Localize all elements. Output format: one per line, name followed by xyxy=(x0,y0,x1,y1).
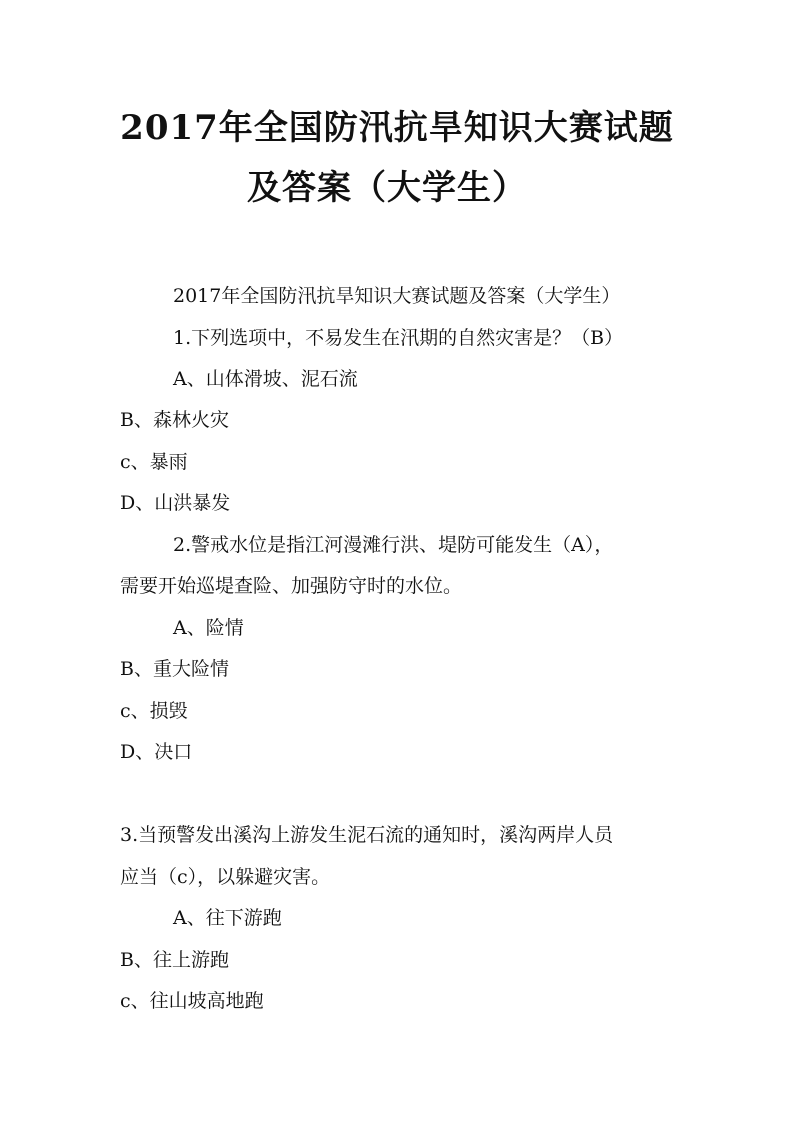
q3-option-b: B、往上游跑 xyxy=(120,949,229,971)
q2-option-c: c、损毁 xyxy=(120,700,188,722)
q2-option-a: A、险情 xyxy=(173,617,244,639)
document-subtitle: 2017年全国防汛抗旱知识大赛试题及答案（大学生） xyxy=(173,285,621,307)
question-2-line1: 2.警戒水位是指江河漫滩行洪、堤防可能发生（A）， xyxy=(173,534,614,556)
question-2-line2: 需要开始巡堤查险、加强防守时的水位。 xyxy=(120,575,463,597)
q3-option-c: c、往山坡高地跑 xyxy=(120,990,264,1012)
q2-option-b: B、重大险情 xyxy=(120,658,229,680)
q2-option-d: D、决口 xyxy=(120,741,193,763)
question-3-line2: 应当（c），以躲避灾害。 xyxy=(120,866,331,888)
question-3-line1: 3.当预警发出溪沟上游发生泥石流的通知时，溪沟两岸人员 xyxy=(120,824,614,846)
q1-option-b: B、森林火灾 xyxy=(120,409,229,431)
question-1: 1.下列选项中，不易发生在汛期的自然灾害是？（B） xyxy=(173,327,624,349)
q3-option-a: A、往下游跑 xyxy=(173,907,282,929)
document-title-line1: 2017年全国防汛抗旱知识大赛试题 xyxy=(120,108,674,148)
q1-option-a: A、山体滑坡、泥石流 xyxy=(173,368,358,390)
q1-option-c: c、暴雨 xyxy=(120,451,188,473)
document-title-line2: 及答案（大学生） xyxy=(247,168,527,208)
q1-option-d: D、山洪暴发 xyxy=(120,492,231,514)
